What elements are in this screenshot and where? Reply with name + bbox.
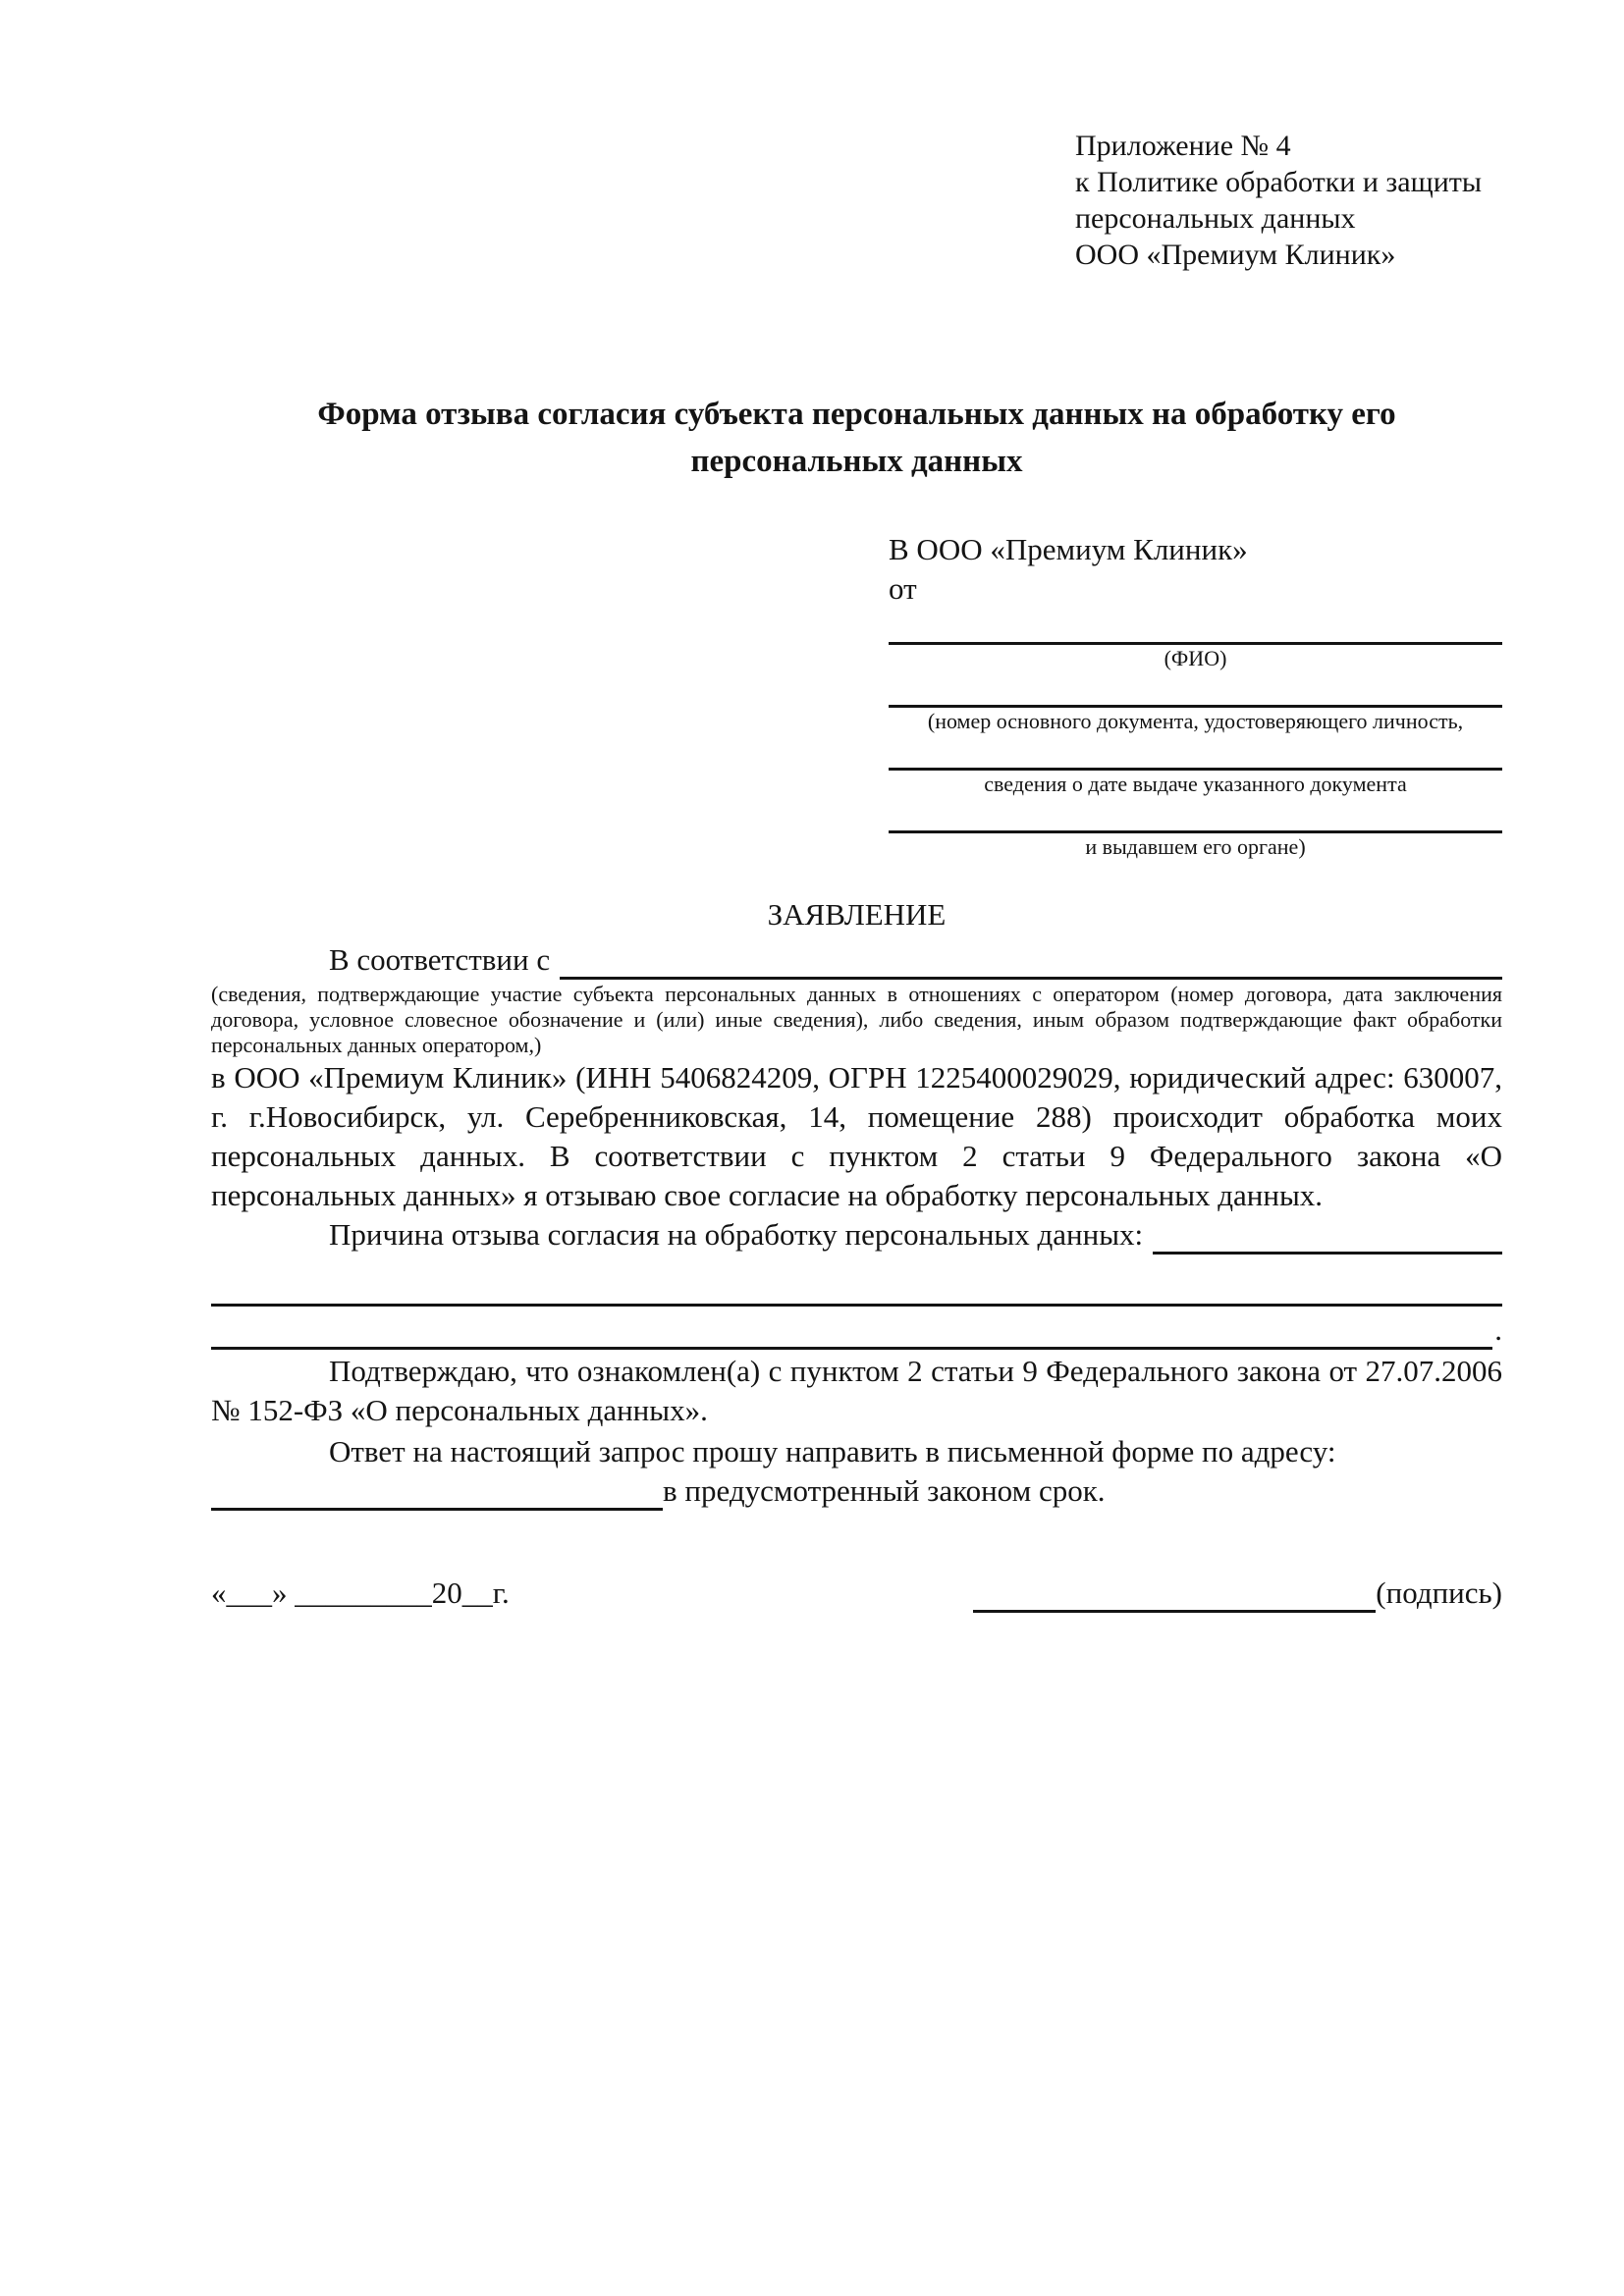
appendix-line: Приложение № 4 (1075, 130, 1291, 162)
document-number-caption: (номер основного документа, удостоверяющего личность, (927, 709, 1464, 733)
reason-line (211, 1215, 1502, 1255)
document-title: Форма отзыва согласия субъекта персональных данных на обработку его персональных данных (317, 397, 1396, 479)
appendix-block (1075, 128, 1502, 273)
reason-continuation-write-line (211, 1307, 1492, 1350)
signature-caption: (подпись) (1376, 1575, 1502, 1610)
line-terminator: . (1494, 1312, 1502, 1347)
reason-continuation-line-2 (211, 1307, 1502, 1350)
signature-group (973, 1574, 1502, 1613)
addressee-block (889, 530, 1502, 860)
reply-request-paragraph: Ответ на настоящий запрос прошу направить в письменной форме по адресу: (329, 1434, 1336, 1468)
date-line: «___» _________20__г. (211, 1575, 510, 1610)
addressee-from-label: от (889, 571, 917, 606)
footnote-text: (сведения, подтверждающие участие субъекта персональных данных в отношениях с оператором (номер договора, дата заключения договора, условное словесное обозначение и (или) иные сведения), либо сведения, иным образом подтверждающие факт обработки персональных данных оператором,) (211, 982, 1502, 1057)
fio-field-caption: (ФИО) (1164, 646, 1227, 670)
appendix-line: персональных данных (1075, 202, 1356, 235)
reason-label: Причина отзыва согласия на обработку персональных данных: (329, 1217, 1144, 1252)
issue-date-caption: сведения о дате выдаче указанного документа (984, 772, 1407, 796)
statement-heading: ЗАЯВЛЕНИЕ (767, 897, 947, 932)
issuing-authority-write-line (889, 797, 1502, 833)
confirmation-paragraph: Подтверждаю, что ознакомлен(а) с пунктом 2 статьи 9 Федерального закона от 27.07.2006 № 152-ФЗ «О персональных данных». (211, 1354, 1502, 1427)
reason-write-line (1153, 1215, 1502, 1255)
issuing-authority-caption: и выдавшем его органе) (1085, 834, 1306, 859)
signature-write-line (973, 1575, 1376, 1613)
main-paragraph: в ООО «Премиум Клиник» (ИНН 5406824209, ОГРН 1225400029029, юридический адрес: 630007, г. г.Новосибирск, ул. Серебренниковская, 14, помещение 288) происходит обработка моих персональных данных. В соответствии с пунктом 2 статьи 9 Федерального закона «О персональных данных» я отзываю свое согласие на обработку персональных данных. (211, 1060, 1502, 1212)
appendix-line: к Политике обработки и защиты (1075, 166, 1483, 198)
issue-date-write-line (889, 734, 1502, 771)
date-signature-row (211, 1574, 1502, 1613)
accordance-line (211, 940, 1502, 980)
reply-address-line (211, 1471, 1502, 1511)
address-write-line (211, 1472, 663, 1511)
reason-continuation-line-1 (211, 1270, 1502, 1307)
document-number-write-line (889, 671, 1502, 708)
accordance-write-line (560, 940, 1502, 980)
accordance-lead-text: В соответствии с (329, 942, 551, 977)
appendix-line: ООО «Премиум Клиник» (1075, 239, 1396, 271)
fio-write-line (889, 609, 1502, 645)
reply-tail-text: в предусмотренный законом срок. (663, 1473, 1106, 1508)
addressee-organization: В ООО «Премиум Клиник» (889, 532, 1248, 566)
